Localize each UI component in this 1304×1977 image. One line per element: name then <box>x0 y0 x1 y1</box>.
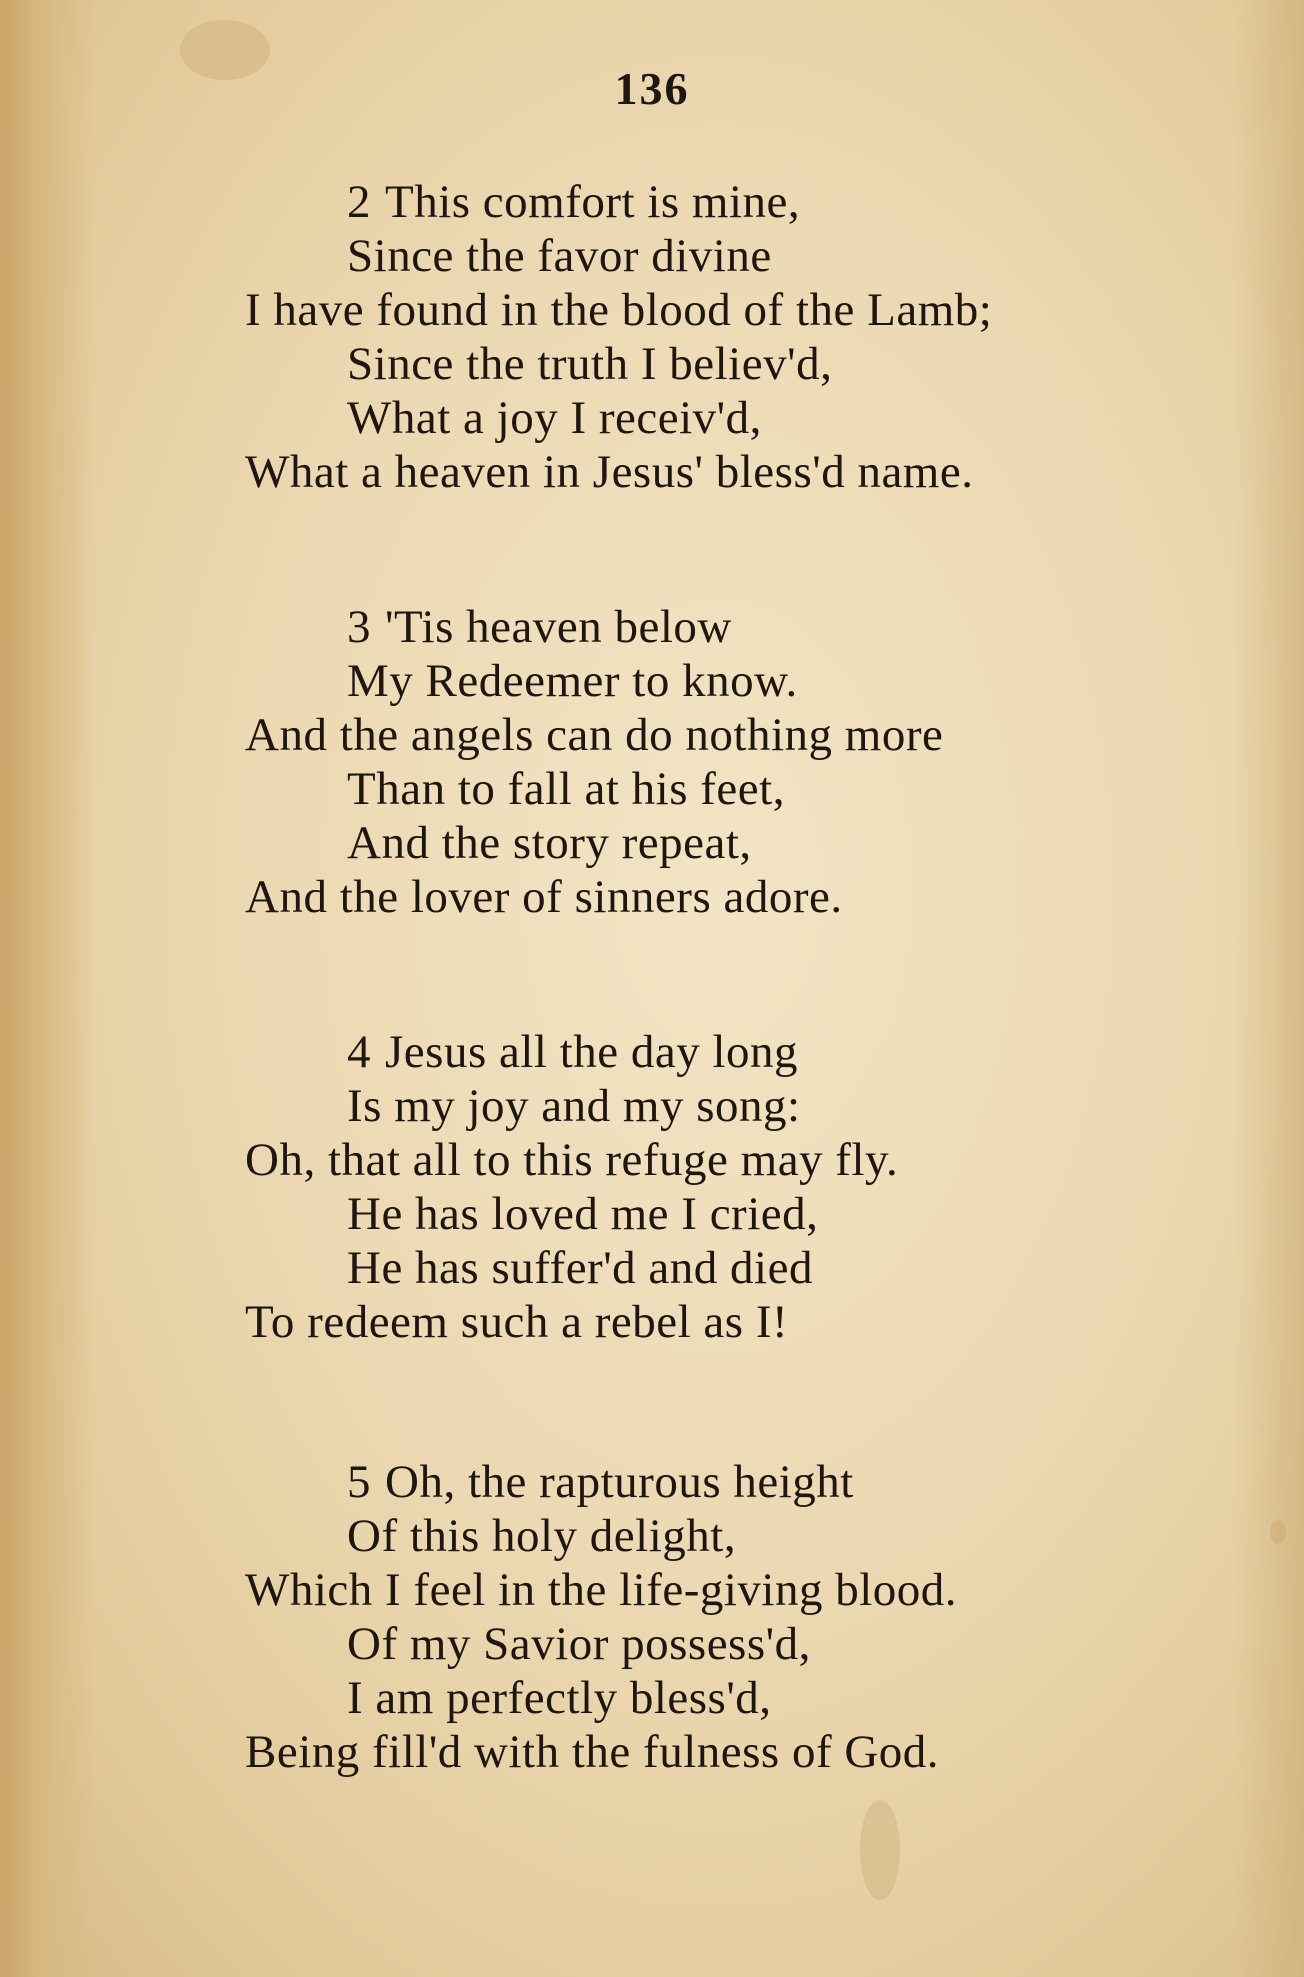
verse-line: And the story repeat, <box>347 817 752 869</box>
verse-line: To redeem such a rebel as I! <box>245 1296 789 1348</box>
verse-line: My Redeemer to know. <box>347 655 798 707</box>
stanza-5 <box>245 1455 1185 1779</box>
stanza-number: 4 <box>347 1026 371 1078</box>
stanza-4 <box>245 1025 1185 1349</box>
verse-line: 3 'Tis heaven below <box>347 601 732 653</box>
stanza-2 <box>245 175 1185 499</box>
verse-line: Of my Savior possess'd, <box>347 1618 811 1670</box>
stanza-3 <box>245 600 1185 924</box>
verse-line: 2 This comfort is mine, <box>347 176 801 228</box>
verse-line: I am perfectly bless'd, <box>347 1672 772 1724</box>
verse-line: Than to fall at his feet, <box>347 763 785 815</box>
stanza-number: 2 <box>347 176 371 228</box>
verse-line: 5 Oh, the rapturous height <box>347 1456 854 1508</box>
verse-line: Since the truth I believ'd, <box>347 338 833 390</box>
verse-line: What a heaven in Jesus' bless'd name. <box>245 446 974 498</box>
page-number: 136 <box>614 63 690 114</box>
verse-line: He has suffer'd and died <box>347 1242 813 1294</box>
verse-line: 4 Jesus all the day long <box>347 1026 799 1078</box>
verse-line: Which I feel in the life-giving blood. <box>245 1564 958 1616</box>
verse-line: Oh, that all to this refuge may fly. <box>245 1134 899 1186</box>
verse-line: Since the favor divine <box>347 230 772 282</box>
verse-line: Of this holy delight, <box>347 1510 737 1562</box>
stanza-number: 3 <box>347 601 371 653</box>
verse-line: And the angels can do nothing more <box>245 709 944 761</box>
paper-stain <box>860 1800 900 1900</box>
page-spine-shading <box>0 0 95 1977</box>
verse-line: He has loved me I cried, <box>347 1188 819 1240</box>
paper-stain <box>1270 1520 1286 1544</box>
page-edge-shading <box>1234 0 1304 1977</box>
stanza-number: 5 <box>347 1456 371 1508</box>
verse-line: Is my joy and my song: <box>347 1080 801 1132</box>
verse-line: I have found in the blood of the Lamb; <box>245 284 993 336</box>
verse-line: And the lover of sinners adore. <box>245 871 843 923</box>
verse-line: Being fill'd with the fulness of God. <box>245 1726 940 1778</box>
verse-line: What a joy I receiv'd, <box>347 392 762 444</box>
